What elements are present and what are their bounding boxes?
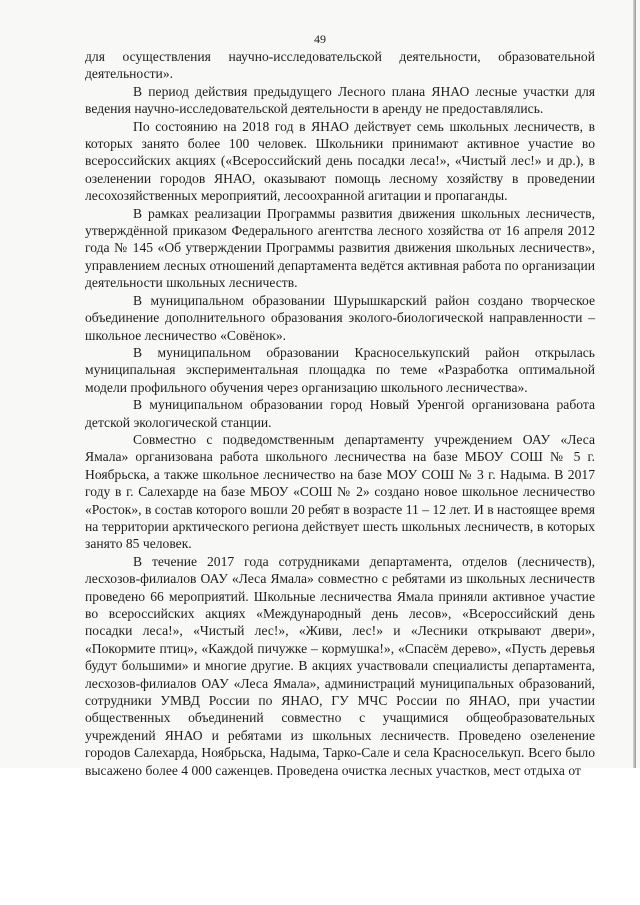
paragraph: В рамках реализации Программы развития движения школьных лесничеств, утверждённой приказом Федерального агентства лесного хозяйства от 16 апреля 2012 года № 145 «Об утверждении Программы развития движения школьных лесничеств», управлением лесных отношений департамента ведётся активная работа по организации деятельности школьных лесничеств. [85,205,595,291]
paragraph: В течение 2017 года сотрудниками департамента, отделов (лесничеств), лесхозов-филиалов ОАУ «Леса Ямала» совместно с ребятами из школьных лесничеств проведено 66 мероприятий. Школьные лесничества Ямала приняли активное участие во всероссийских акциях «Международный день лесов», «Всероссийский день посадки леса!», «Чистый лес!», «Живи, лес!» и «Лесники открывают двери», «Покормите птиц», «Каждой пичужке – кормушка!», «Спасём дерево», «Пусть деревья будут большими» и многие другие. В акциях участвовали специалисты департамента, лесхозов-филиалов ОАУ «Леса Ямала», администраций муниципальных образований, сотрудники УМВД России по ЯНАО, ГУ МЧС России по ЯНАО, при участии общественных объединений совместно с учащимися общеобразовательных учреждений ЯНАО и ребятами из школьных лесничеств. Проведено озеленение городов Салехарда, Ноябрьска, Надыма, Тарко-Сале и села Красноселькуп. Всего было высажено более 4 000 саженцев. Проведена очистка лесных участков, мест отдыха от [85,553,595,778]
paragraph: В муниципальном образовании Шурышкарский район создано творческое объединение дополнительного образования эколого-биологической направленности – школьное лесничество «Совёнок». [85,292,595,343]
paragraph: В муниципальном образовании город Новый Уренгой организована работа детской экологической станции. [85,397,595,430]
paragraph: В муниципальном образовании Красноселькупский район открылась муниципальная экспериментальная площадка по теме «Разработка оптимальной модели профильного обучения через организацию школьного лесничества». [85,344,595,395]
paragraph: для осуществления научно-исследовательской деятельности, образовательной деятельности». [85,49,595,82]
page-edge-shadow [633,0,636,768]
page-number: 49 [314,32,326,46]
paragraph: По состоянию на 2018 год в ЯНАО действует семь школьных лесничеств, в которых занято более 100 человек. Школьники принимают активное участие во всероссийских акциях («Всероссийский день посадки леса!», «Чистый лес!» и др.), в озеленении городов ЯНАО, оказывают помощь лесному хозяйству в проведении лесохозяйственных мероприятий, лесоохранной агитации и пропаганды. [85,118,595,204]
paragraph: Совместно с подведомственным департаменту учреждением ОАУ «Леса Ямала» организована работа школьного лесничества на базе МБОУ СОШ № 5 г. Ноябрьска, а также школьное лесничество на базе МОУ СОШ № 3 г. Надыма. В 2017 году в г. Салехарде на базе МБОУ «СОШ № 2» создано новое школьное лесничество «Росток», в состав которого вошли 20 ребят в возрасте 11 – 12 лет. И в настоящее время на территории арктического региона действует шесть школьных лесничеств, в которых занято 85 человек. [85,431,595,552]
paragraph: В период действия предыдущего Лесного плана ЯНАО лесные участки для ведения научно-исследовательской деятельности в аренду не предоставлялись. [85,83,595,117]
text-body [85,48,595,779]
